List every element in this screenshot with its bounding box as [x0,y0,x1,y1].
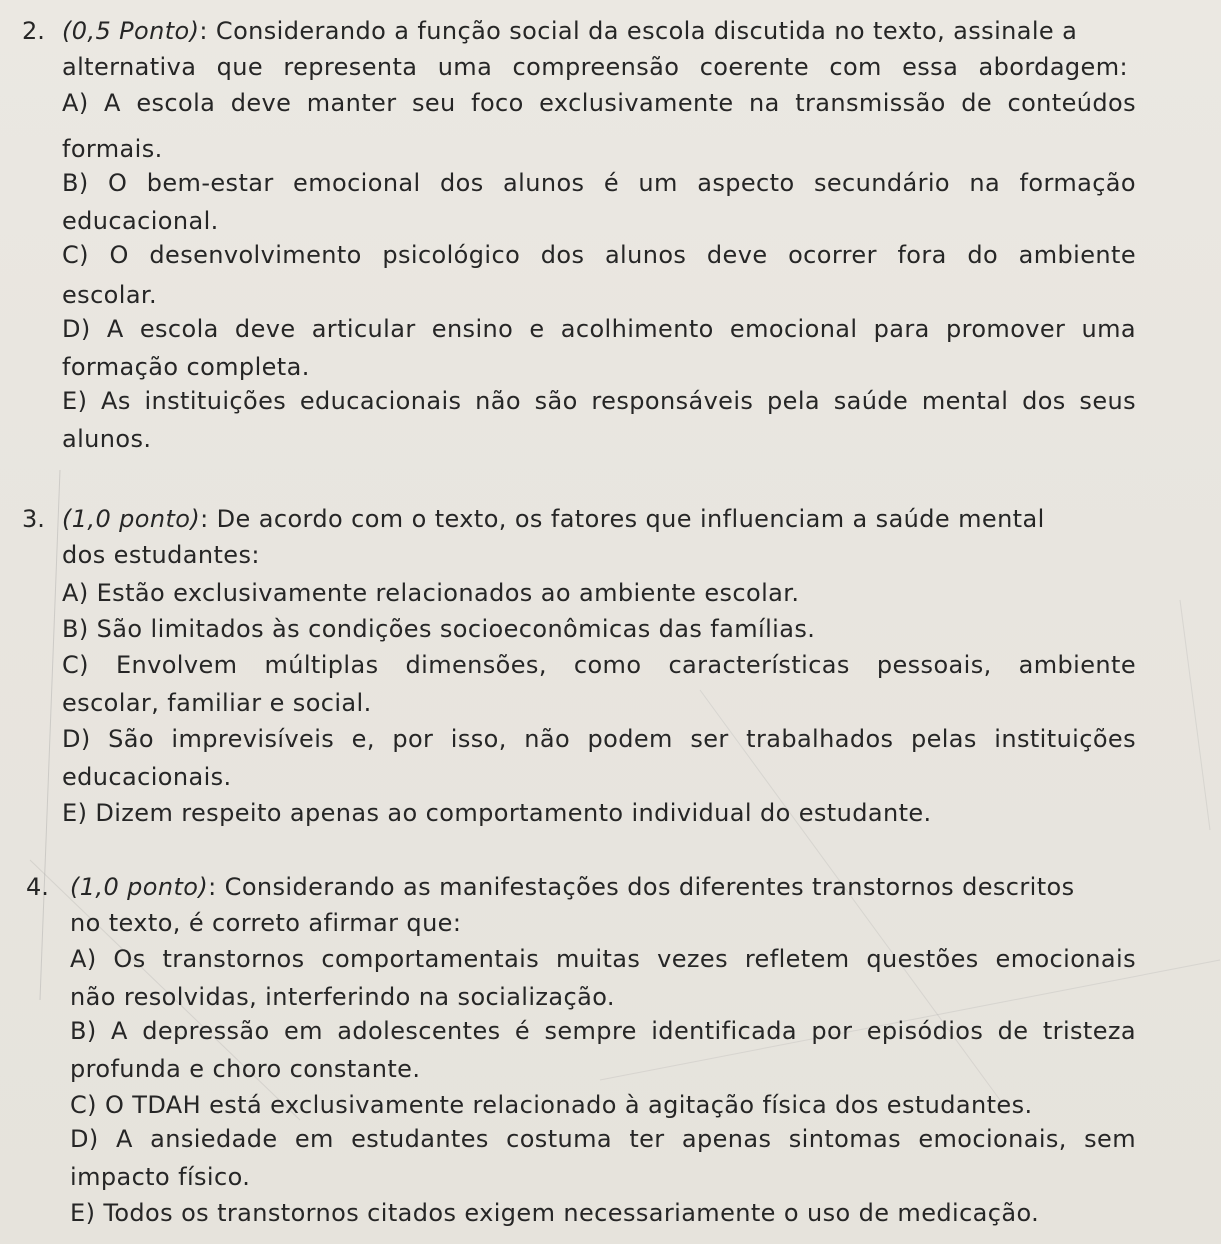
question-points: (1,0 ponto) [70,873,209,901]
option-e-line-1[interactable]: E) As instituições educacionais não são responsáveis pela saúde mental dos seus [62,387,1136,415]
question-stem-line-1 [62,16,1142,46]
option-c[interactable]: C) O TDAH está exclusivamente relacionado à agitação física dos estudantes. [70,1091,1033,1119]
option-a-line-2[interactable]: formais. [62,135,163,163]
option-d-line-2[interactable]: formação completa. [62,353,310,381]
option-d-line-1[interactable]: D) São imprevisíveis e, por isso, não podem ser trabalhados pelas instituições [62,725,1136,753]
option-d-line-1[interactable]: D) A escola deve articular ensino e acolhimento emocional para promover uma [62,315,1136,343]
question-stem-line-2: no texto, é correto afirmar que: [70,909,462,937]
question-stem-text: : Considerando a função social da escola discutida no texto, assinale a [199,17,1078,45]
option-e[interactable]: E) Dizem respeito apenas ao comportamento individual do estudante. [62,799,932,827]
question-number: 3. [22,505,45,533]
question-stem-line-1 [70,872,1140,902]
option-e[interactable]: E) Todos os transtornos citados exigem necessariamente o uso de medicação. [70,1199,1040,1227]
option-c-line-1[interactable]: C) O desenvolvimento psicológico dos alunos deve ocorrer fora do ambiente [62,241,1136,269]
option-b-line-2[interactable]: educacional. [62,207,219,235]
option-c-line-2[interactable]: escolar, familiar e social. [62,689,372,717]
option-a-line-1[interactable]: A) Os transtornos comportamentais muitas vezes refletem questões emocionais [70,945,1136,973]
option-d-line-2[interactable]: impacto físico. [70,1163,251,1191]
question-stem-text: : Considerando as manifestações dos diferentes transtornos descritos [208,873,1075,901]
option-a-line-1[interactable]: A) A escola deve manter seu foco exclusivamente na transmissão de conteúdos [62,89,1136,117]
option-a-line-2[interactable]: não resolvidas, interferindo na socialização. [70,983,615,1011]
question-stem-line-2: dos estudantes: [62,541,260,569]
option-a[interactable]: A) Estão exclusivamente relacionados ao ambiente escolar. [62,579,800,607]
option-c-line-2[interactable]: escolar. [62,281,158,309]
option-d-line-2[interactable]: educacionais. [62,763,232,791]
question-number: 2. [22,17,45,45]
option-e-line-2[interactable]: alunos. [62,425,152,453]
option-b-line-1[interactable]: B) A depressão em adolescentes é sempre identificada por episódios de tristeza [70,1017,1136,1045]
option-b-line-1[interactable]: B) O bem-estar emocional dos alunos é um aspecto secundário na formação [62,169,1136,197]
option-d-line-1[interactable]: D) A ansiedade em estudantes costuma ter apenas sintomas emocionais, sem [70,1125,1136,1153]
option-b-line-2[interactable]: profunda e choro constante. [70,1055,421,1083]
question-stem-line-1 [62,504,1142,534]
option-c-line-1[interactable]: C) Envolvem múltiplas dimensões, como características pessoais, ambiente [62,651,1136,679]
question-stem-text: : De acordo com o texto, os fatores que influenciam a saúde mental [200,505,1045,533]
question-number: 4. [26,873,49,901]
question-stem-line-2: alternativa que representa uma compreensão coerente com essa abordagem: [62,53,1128,81]
question-points: (0,5 Ponto) [62,17,200,45]
option-b[interactable]: B) São limitados às condições socioeconômicas das famílias. [62,615,816,643]
question-points: (1,0 ponto) [62,505,201,533]
